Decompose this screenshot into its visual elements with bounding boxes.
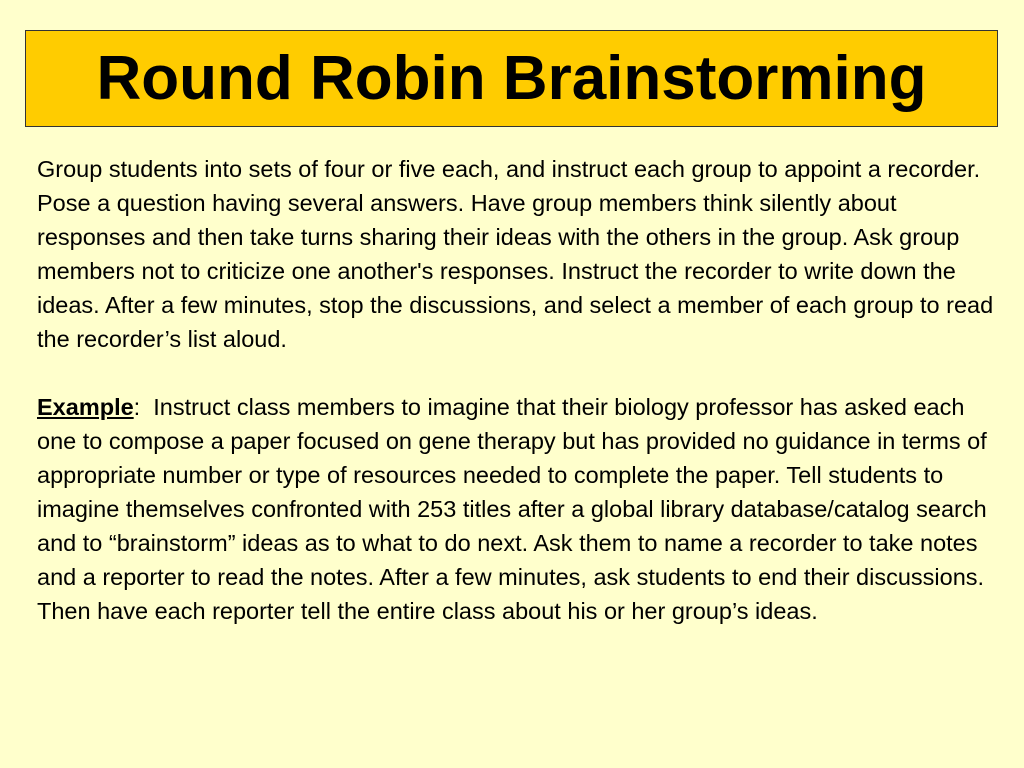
title-banner	[25, 30, 998, 127]
paragraph-spacer	[37, 356, 997, 390]
example-separator: :	[133, 394, 154, 420]
slide-body	[37, 152, 997, 628]
instructions-paragraph: Group students into sets of four or five each, and instruct each group to appoint a recorder. Pose a question having several answers. Have group members think silently about responses and then take turns sharing their ideas with the others in the group. Ask group members not to criticize one another's responses. Instruct the recorder to write down the ideas. After a few minutes, stop the discussions, and select a member of each group to read the recorder’s list aloud.	[37, 156, 994, 352]
slide-title: Round Robin Brainstorming	[96, 43, 927, 113]
example-text: Instruct class members to imagine that their biology professor has asked each one to compose a paper focused on gene therapy but has provided no guidance in terms of appropriate number or type of resources needed to complete the paper. Tell students to imagine themselves confronted with 253 titles after a global library database/catalog search and to “brainstorm” ideas as to what to do next. Ask them to name a recorder to take notes and a reporter to read the notes. After a few minutes, ask students to end their discussions. Then have each reporter tell the entire class about his or her group’s ideas.	[37, 394, 987, 624]
example-label: Example	[37, 394, 134, 420]
example-paragraph	[37, 390, 997, 628]
